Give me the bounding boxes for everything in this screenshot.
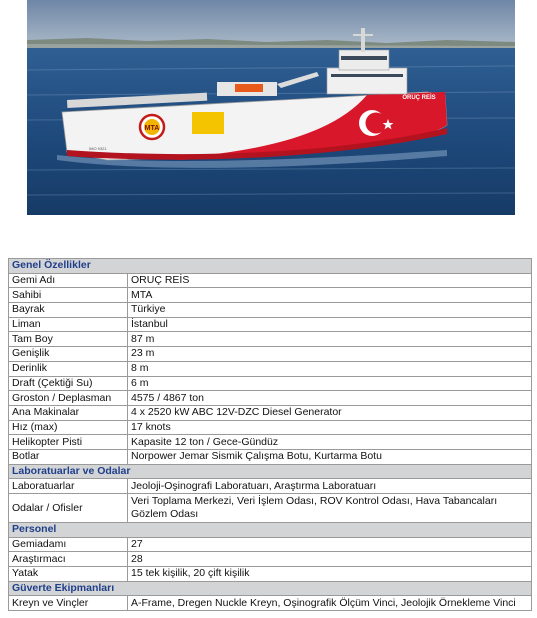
table-row [9, 317, 532, 332]
row-label: Liman [9, 317, 128, 332]
row-label: Odalar / Ofisler [9, 494, 128, 523]
table-row [9, 479, 532, 494]
row-value: İstanbul [128, 317, 532, 332]
table-row [9, 537, 532, 552]
row-label: Draft (Çektiği Su) [9, 376, 128, 391]
hull-ship-name: ORUÇ REİS [402, 95, 436, 101]
row-value: MTA [128, 288, 532, 303]
table-row [9, 303, 532, 318]
row-value: Veri Toplama Merkezi, Veri İşlem Odası, ROV Kontrol Odası, Hava Tabancaları Gözlem Odası [128, 494, 532, 523]
table-row [9, 567, 532, 582]
row-value: A-Frame, Dregen Nuckle Kreyn, Oşinografik Ölçüm Vinci, Jeolojik Örnekleme Vinci [128, 596, 532, 611]
table-row [9, 420, 532, 435]
row-value: 28 [128, 552, 532, 567]
hull-number: IMO 9321 [89, 146, 107, 151]
ship-photo [27, 0, 515, 215]
row-value: 27 [128, 537, 532, 552]
emblem-text: MTA [144, 125, 160, 132]
row-value: 87 m [128, 332, 532, 347]
row-value: 6 m [128, 376, 532, 391]
row-value: 23 m [128, 347, 532, 362]
table-row [9, 596, 532, 611]
row-value: Kapasite 12 ton / Gece-Gündüz [128, 435, 532, 450]
row-value: 17 knots [128, 420, 532, 435]
section-title: Güverte Ekipmanları [9, 581, 532, 596]
table-row [9, 347, 532, 362]
row-label: Laboratuarlar [9, 479, 128, 494]
row-label: Sahibi [9, 288, 128, 303]
table-row [9, 361, 532, 376]
row-label: Genişlik [9, 347, 128, 362]
row-value: Jeoloji-Oşinografi Laboratuarı, Araştırma Laboratuarı [128, 479, 532, 494]
table-row [9, 376, 532, 391]
row-label: Hız (max) [9, 420, 128, 435]
section-title: Laboratuarlar ve Odalar [9, 464, 532, 479]
table-row [9, 405, 532, 420]
table-row [9, 391, 532, 406]
section-title: Genel Özellikler [9, 259, 532, 274]
row-label: Yatak [9, 567, 128, 582]
row-label: Derinlik [9, 361, 128, 376]
row-label: Botlar [9, 449, 128, 464]
row-label: Ana Makinalar [9, 405, 128, 420]
row-label: Kreyn ve Vinçler [9, 596, 128, 611]
table-row [9, 288, 532, 303]
row-value: Türkiye [128, 303, 532, 318]
row-label: Gemi Adı [9, 273, 128, 288]
row-value: Norpower Jemar Sismik Çalışma Botu, Kurtarma Botu [128, 449, 532, 464]
row-label: Groston / Deplasman [9, 391, 128, 406]
row-value: 8 m [128, 361, 532, 376]
specifications-table [8, 258, 532, 611]
section-header-personnel [9, 523, 532, 538]
section-header-labs [9, 464, 532, 479]
table-row [9, 449, 532, 464]
table-row [9, 552, 532, 567]
section-title: Personel [9, 523, 532, 538]
section-header-deck-equipment [9, 581, 532, 596]
section-header-general [9, 259, 532, 274]
row-label: Araştırmacı [9, 552, 128, 567]
row-value: 4575 / 4867 ton [128, 391, 532, 406]
table-row [9, 332, 532, 347]
row-label: Gemiadamı [9, 537, 128, 552]
table-row [9, 435, 532, 450]
row-value: 4 x 2520 kW ABC 12V-DZC Diesel Generator [128, 405, 532, 420]
row-label: Bayrak [9, 303, 128, 318]
row-label: Helikopter Pisti [9, 435, 128, 450]
row-value: 15 tek kişilik, 20 çift kişilik [128, 567, 532, 582]
table-row [9, 494, 532, 523]
row-label: Tam Boy [9, 332, 128, 347]
table-row [9, 273, 532, 288]
row-value: ORUÇ REİS [128, 273, 532, 288]
